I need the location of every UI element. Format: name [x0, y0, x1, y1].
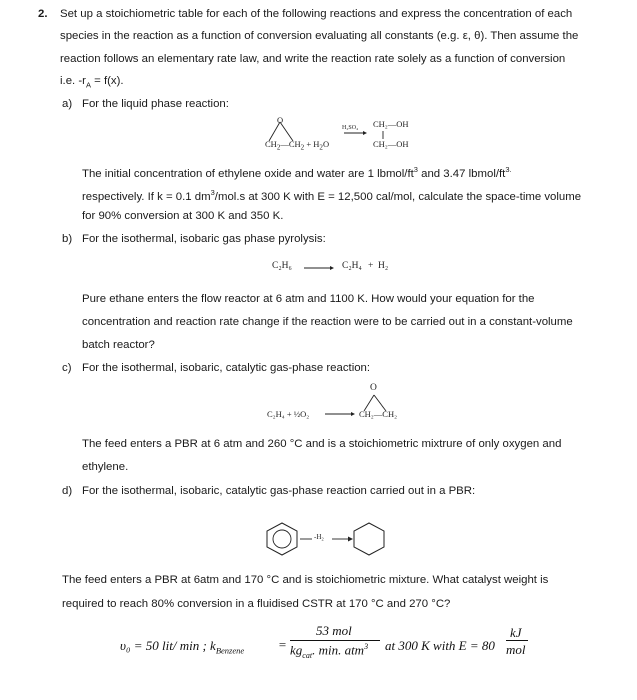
flow-and-k: υ₀ = 50 lit/ min ; $k_{Benzene}$ — [120, 638, 245, 656]
plus-sign: + — [368, 261, 374, 271]
part-a-heading: For the liquid phase reaction: — [82, 98, 229, 110]
part-a-line-3: for 90% conversion at 300 K and 350 K. — [82, 210, 284, 222]
epoxide-ch2-left: $CH_2—CH_2 + H_2O$ — [265, 139, 330, 152]
part-d-label: d) — [62, 485, 73, 497]
numerator: 53 mol — [316, 623, 352, 638]
part-c-label: c) — [62, 362, 72, 374]
ethylene: C₂H₄ — [342, 261, 362, 271]
part-d-line-2: required to reach 80% conversion in a fluidised CSTR at 170 °C and 270 °C? — [62, 598, 451, 610]
denominator: $kg_{cat}$. min. atm$^3$ — [290, 642, 369, 660]
part-a-label: a) — [62, 98, 73, 110]
unit-numerator: kJ — [510, 625, 522, 640]
part-a-reaction — [255, 115, 420, 157]
hydrogen-loss-label: -H₂ — [314, 533, 324, 541]
ethane: C₂H₆ — [272, 261, 292, 271]
part-a-line-1: The initial concentration of ethylene oxide and water are 1 lbmol/$ft^3$ and 3.47 lbmol/$ft^{3.}$ — [82, 165, 512, 180]
catalyst-label: H₂SO₄ — [342, 125, 359, 131]
part-a-line-2: respectively. If k = 0.1 $dm^3/mol.s$ at 300 K with E = 12,500 cal/mol, calculate the space-time volume — [82, 188, 582, 203]
intro-line-4: i.e. $-r_A = f(x)$. — [60, 75, 124, 90]
part-b-line-1: Pure ethane enters the flow reactor at 6 atm and 1100 K. How would your equation for the — [82, 293, 535, 305]
part-b-label: b) — [62, 233, 73, 245]
hydrogen: H₂ — [378, 261, 389, 271]
part-d-line-1: The feed enters a PBR at 6atm and 170 °C and is stoichiometric mixture. What catalyst weight is — [62, 574, 549, 586]
part-d-heading: For the isothermal, isobaric, catalytic gas-phase reaction carried out in a PBR: — [82, 485, 476, 497]
part-d-reaction — [262, 520, 392, 560]
epoxide-oxygen-c: O — [370, 383, 377, 393]
part-c-heading: For the isothermal, isobaric, catalytic gas-phase reaction: — [82, 362, 371, 374]
equals-sign: = — [278, 637, 287, 652]
fraction-bar — [290, 640, 380, 641]
intro-line-1: Set up a stoichiometric table for each of the following reactions and express the concentration of each — [60, 8, 573, 20]
activation-condition: at 300 K with E = 80 — [385, 638, 495, 653]
product-bottom: CH₂—OH — [373, 139, 409, 149]
part-b-reaction — [270, 260, 410, 276]
part-b-line-3: batch reactor? — [82, 339, 155, 351]
intro-line-3: reaction follows an elementary rate law, and write the reaction rate solely as a function of conversion — [60, 53, 566, 65]
unit-denominator: mol — [506, 642, 526, 657]
part-c-reaction — [265, 383, 405, 423]
part-c-line-2: ethylene. — [82, 461, 129, 473]
part-b-heading: For the isothermal, isobaric gas phase pyrolysis: — [82, 233, 326, 245]
epoxide-oxygen: O — [277, 115, 284, 125]
part-b-line-2: concentration and reaction rate change if the reaction were to be carried out in a constant-volume — [82, 316, 573, 328]
ethylene-oxygen: C₂H₄ + ½O₂ — [267, 409, 310, 419]
part-c-line-1: The feed enters a PBR at 6 atm and 260 °C and is a stoichiometric mixtrure of only oxygen and — [82, 438, 562, 450]
unit-fraction-bar — [506, 640, 528, 641]
question-number: 2. — [38, 8, 48, 20]
product-top: CH₂—OH — [373, 119, 409, 129]
rate-constant-equation — [120, 622, 540, 672]
cyclohexane-benzene-drawing — [262, 520, 392, 560]
epoxide-product: CH₂—CH₂ — [359, 409, 398, 419]
intro-line-2: species in the reaction as a function of conversion evaluating all constants (e.g. ε, θ). Then assume the — [60, 30, 579, 42]
